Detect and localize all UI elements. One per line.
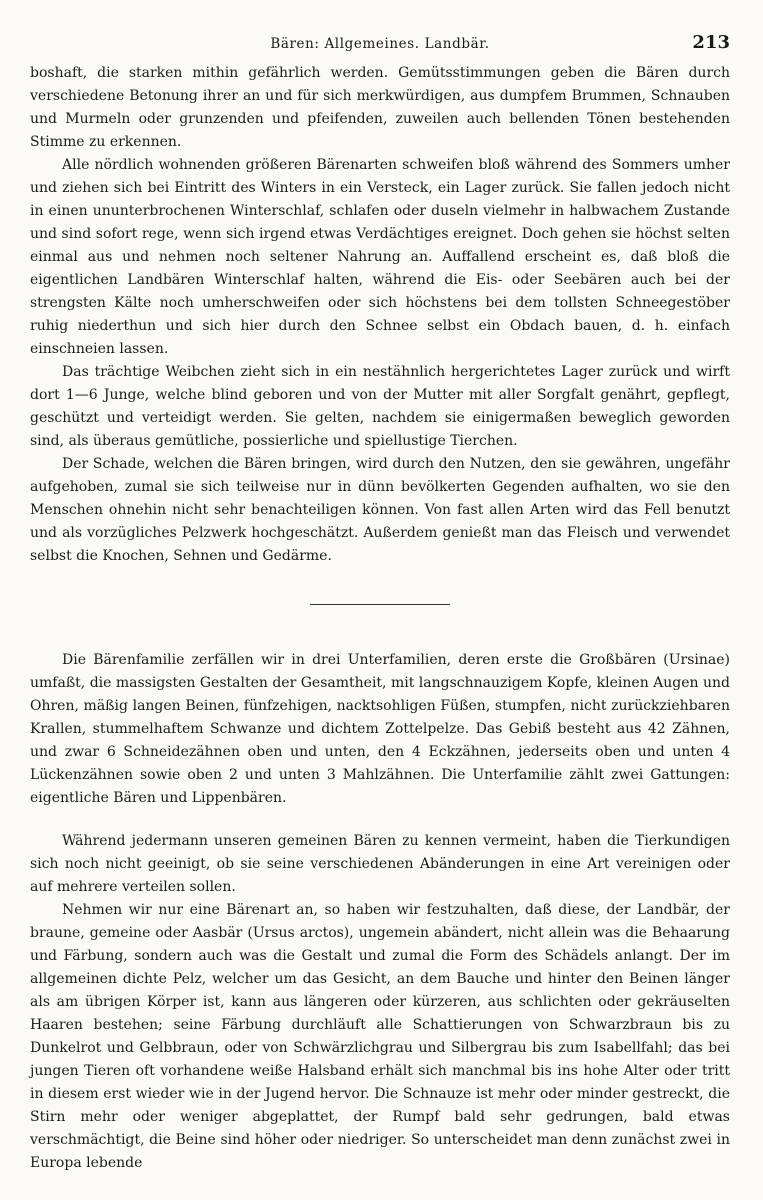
section-landbaer	[30, 830, 730, 1175]
paragraph-winter: Alle nördlich wohnenden größeren Bärenarten schweifen bloß während des Sommers umher und ziehen sich bei Eintritt des Winters in ein Versteck, ein Lager zurück. Sie fallen jedoch nicht in einen ununterbrochenen Winterschlaf, schlafen oder duseln vielmehr in halbwachem Zustande und sind sofort rege, wenn sich irgend etwas Verdächtiges ereignet. Doch gehen sie höchst selten einmal aus und nehmen noch seltener Nahrung an. Auffallend erscheint es, daß bloß die eigentlichen Landbären Winterschlaf halten, während die Eis- oder Seebären auch bei der strengsten Kälte noch umherschweifen oder sich höchstens bei dem tollsten Schneegestöber ruhig niederthun und sich hier durch den Schnee selbst ein Obdach bauen, d. h. einfach einschneien lassen.	[30, 157, 730, 357]
section-general	[30, 62, 730, 568]
paragraph-damage-benefit: Der Schade, welchen die Bären bringen, wird durch den Nutzen, den sie gewähren, ungefähr aufgehoben, zumal sie sich teilweise nur in dünn bevölkerten Gegenden aufhalten, wo sie den Menschen ohnehin nicht sehr benachteiligen können. Von fast allen Arten wird das Fell benutzt und als vorzügliches Pelzwerk hochgeschätzt. Außerdem genießt man das Fleisch und verwendet selbst die Knochen, Sehnen und Gedärme.	[30, 456, 730, 564]
paragraph-young: Das trächtige Weibchen zieht sich in ein nestähnlich hergerichtetes Lager zurück und wirft dort 1—6 Junge, welche blind geboren und von der Mutter mit aller Sorgfalt genährt, gepflegt, geschützt und verteidigt werden. Sie gelten, nachdem sie einigermaßen beweglich geworden sind, als überaus gemütliche, possierliche und spiellustige Tierchen.	[30, 364, 730, 449]
running-head: Bären: Allgemeines. Landbär.	[270, 36, 490, 52]
paragraph-variation: Nehmen wir nur eine Bärenart an, so haben wir festzuhalten, daß diese, der Landbär, der braune, gemeine oder Aasbär (Ursus arctos), ungemein abändert, nicht allein was die Behaarung und Färbung, sondern auch was die Gestalt und zumal die Form des Schädels anlangt. Der im allgemeinen dichte Pelz, welcher um das Gesicht, an dem Bauche und hinter den Beinen länger als am übrigen Körper ist, kann aus längeren oder kürzeren, aus schlichten oder gekräuselten Haaren bestehen; seine Färbung durchläuft alle Schattierungen von Schwarzbraun bis zu Dunkelrot und Gelbbraun, oder von Schwärzlichgrau und Silbergrau bis zum Isabellfahl; das bei jungen Tieren oft vorhandene weiße Halsband erhält sich manchmal bis ins hohe Alter oder tritt in diesem erst wieder wie in der Jugend hervor. Die Schnauze ist mehr oder minder gestreckt, die Stirn mehr oder weniger abgeplattet, der Rumpf bald sehr gedrungen, bald etwas verschmächtigt, die Beine sind höher oder niedriger. So unterscheidet man denn zunächst zwei in Europa lebende	[30, 902, 730, 1171]
paragraph-classification: Während jedermann unseren gemeinen Bären zu kennen vermeint, haben die Tierkundigen sich noch nicht geeinigt, ob sie seine verschiedenen Abänderungen in eine Art vereinigen oder auf mehrere verteilen sollen.	[30, 833, 730, 895]
page-header	[30, 32, 730, 60]
page-number: 213	[692, 32, 730, 53]
book-page	[30, 32, 730, 1175]
section-subfamilies	[30, 649, 730, 810]
paragraph-subfamilies: Die Bärenfamilie zerfällen wir in drei Unterfamilien, deren erste die Großbären (Ursinae) umfaßt, die massigsten Gestalten der Gesamtheit, mit langschnauzigem Kopfe, kleinen Augen und Ohren, mäßig langen Beinen, fünfzehigen, nacktsohligen Füßen, stumpfen, nicht zurückziehbaren Krallen, stummelhaftem Schwanze und dichtem Zottelpelze. Das Gebiß besteht aus 42 Zähnen, und zwar 6 Schneidezähnen oben und unten, den 4 Eckzähnen, jederseits oben und unten 4 Lückenzähnen sowie oben 2 und unten 3 Mahlzähnen. Die Unterfamilie zählt zwei Gattungen: eigentliche Bären und Lippenbären.	[30, 652, 730, 806]
paragraph-continuation: boshaft, die starken mithin gefährlich werden. Gemütsstimmungen geben die Bären durch verschiedene Betonung ihrer an und für sich merkwürdigen, aus dumpfem Brummen, Schnauben und Murmeln oder grunzenden und pfeifenden, zuweilen auch bellenden Tönen bestehenden Stimme zu erkennen.	[30, 65, 730, 150]
section-divider	[310, 604, 450, 605]
